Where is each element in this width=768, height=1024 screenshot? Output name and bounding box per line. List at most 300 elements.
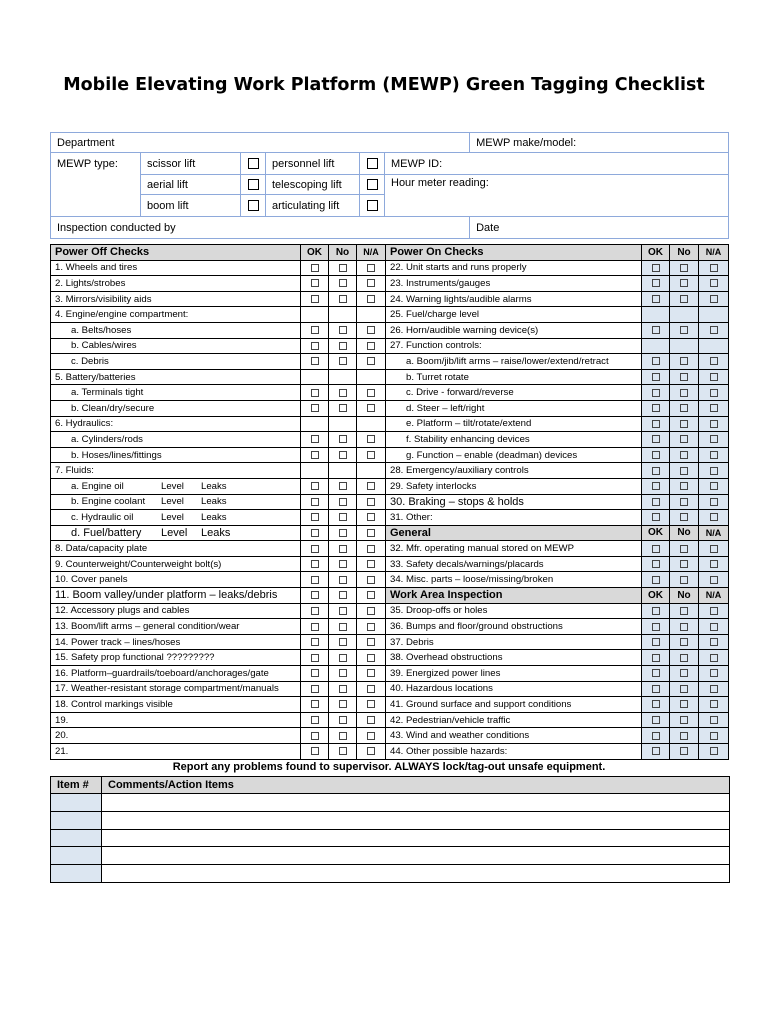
ok-checkbox[interactable]: [642, 541, 670, 557]
checkbox-icon: [339, 498, 347, 506]
check-item-label: 10. Cover panels: [55, 574, 128, 586]
check-item-left: [51, 463, 301, 479]
na-checkbox[interactable]: [357, 354, 386, 370]
ok-checkbox[interactable]: [301, 260, 329, 276]
comment-cell[interactable]: [102, 847, 730, 865]
checkbox-icon: [339, 451, 347, 459]
checkbox-icon: [367, 326, 375, 334]
ok-checkbox[interactable]: [301, 291, 329, 307]
no-checkbox[interactable]: [329, 666, 357, 682]
item-number-cell[interactable]: [51, 811, 102, 829]
checkbox-icon: [311, 700, 319, 708]
ok-checkbox[interactable]: [642, 712, 670, 728]
check-item-label: 13. Boom/lift arms – general condition/wear: [55, 621, 240, 633]
department-label: Department: [57, 136, 115, 149]
checkbox-icon: [710, 545, 718, 553]
ok-checkbox[interactable]: [301, 572, 329, 588]
no-checkbox: [329, 369, 357, 385]
ok-checkbox[interactable]: [301, 681, 329, 697]
table-row: [51, 510, 729, 526]
ok-checkbox[interactable]: [642, 291, 670, 307]
table-row: [51, 400, 729, 416]
checkbox-icon: [652, 607, 660, 615]
na-checkbox[interactable]: [357, 510, 386, 526]
ok-checkbox[interactable]: [642, 744, 670, 760]
na-checkbox[interactable]: [699, 728, 729, 744]
comment-cell[interactable]: [102, 811, 730, 829]
check-item-right: 32. Mfr. operating manual stored on MEWP: [386, 541, 642, 557]
na-checkbox[interactable]: [357, 432, 386, 448]
checkbox-icon: [311, 638, 319, 646]
item-number-cell[interactable]: [51, 847, 102, 865]
ok-checkbox[interactable]: [642, 634, 670, 650]
na-checkbox[interactable]: [357, 276, 386, 292]
hour-meter-label: Hour meter reading:: [391, 177, 489, 189]
no-checkbox[interactable]: [670, 556, 699, 572]
checkbox-icon: [367, 264, 375, 272]
checkbox-icon: [680, 576, 688, 584]
ok-checkbox: [642, 338, 670, 354]
ok-checkbox[interactable]: [301, 478, 329, 494]
ok-checkbox[interactable]: [301, 400, 329, 416]
na-checkbox[interactable]: [357, 666, 386, 682]
check-item-label: 14. Power track – lines/hoses: [55, 636, 181, 648]
ok-checkbox: [301, 463, 329, 479]
check-item-right: 35. Droop-offs or holes: [386, 603, 642, 619]
ok-checkbox[interactable]: [301, 447, 329, 463]
ok-checkbox[interactable]: [642, 478, 670, 494]
no-checkbox[interactable]: [329, 338, 357, 354]
no-checkbox[interactable]: [329, 478, 357, 494]
mewp-id-label: MEWP ID:: [391, 157, 443, 170]
make-model-field[interactable]: [470, 133, 729, 153]
checkbox-icon: [652, 326, 660, 334]
checkbox-icon: [710, 357, 718, 365]
ok-checkbox[interactable]: [642, 728, 670, 744]
na-checkbox[interactable]: [699, 354, 729, 370]
ok-checkbox[interactable]: [642, 556, 670, 572]
ok-checkbox[interactable]: [301, 666, 329, 682]
table-row: [51, 494, 729, 510]
ok-checkbox[interactable]: [301, 385, 329, 401]
no-checkbox[interactable]: [329, 291, 357, 307]
ok-checkbox[interactable]: [642, 619, 670, 635]
comment-cell[interactable]: [102, 829, 730, 847]
ok-checkbox[interactable]: [642, 463, 670, 479]
na-checkbox[interactable]: [357, 556, 386, 572]
check-item-label: 6. Hydraulics:: [55, 418, 114, 430]
aerial-lift-checkbox[interactable]: [241, 175, 266, 195]
checkbox-icon: [339, 747, 347, 755]
na-checkbox[interactable]: [699, 291, 729, 307]
check-item-left: [51, 260, 301, 276]
check-item-label: 16. Platform–guardrails/toeboard/anchorages/gate: [55, 667, 269, 679]
no-checkbox[interactable]: [329, 447, 357, 463]
check-item-left: [51, 541, 301, 557]
type-articulating-lift: articulating lift: [266, 195, 360, 217]
check-item-left: [51, 681, 301, 697]
checkbox-icon: [710, 638, 718, 646]
telescoping-lift-checkbox[interactable]: [360, 175, 385, 195]
checkbox-icon: [339, 560, 347, 568]
no-checkbox[interactable]: [670, 354, 699, 370]
check-item-right: e. Platform – tilt/rotate/extend: [386, 416, 642, 432]
level-label: Level: [161, 526, 188, 539]
checkbox-icon: [710, 373, 718, 381]
na-checkbox[interactable]: [357, 478, 386, 494]
no-checkbox[interactable]: [329, 276, 357, 292]
checkbox-icon: [367, 654, 375, 662]
no-checkbox[interactable]: [329, 744, 357, 760]
na-checkbox[interactable]: [699, 619, 729, 635]
na-checkbox[interactable]: [699, 416, 729, 432]
no-checkbox[interactable]: [670, 510, 699, 526]
na-checkbox[interactable]: [699, 541, 729, 557]
na-checkbox[interactable]: [357, 603, 386, 619]
checkbox-icon: [367, 732, 375, 740]
na-checkbox[interactable]: [357, 322, 386, 338]
na-checkbox[interactable]: [357, 712, 386, 728]
na-checkbox[interactable]: [699, 603, 729, 619]
checkbox-icon: [339, 342, 347, 350]
ok-checkbox[interactable]: [642, 260, 670, 276]
check-item-left: [51, 322, 301, 338]
check-item-right: a. Boom/jib/lift arms – raise/lower/extend/retract: [386, 354, 642, 370]
no-checkbox[interactable]: [670, 463, 699, 479]
checkbox-icon: [680, 513, 688, 521]
no-checkbox[interactable]: [670, 276, 699, 292]
ok-checkbox[interactable]: [301, 432, 329, 448]
na-checkbox[interactable]: [357, 541, 386, 557]
check-item-left: [51, 603, 301, 619]
na-checkbox[interactable]: [699, 572, 729, 588]
checkbox-icon: [339, 295, 347, 303]
ok-checkbox[interactable]: [642, 322, 670, 338]
ok-checkbox[interactable]: [642, 385, 670, 401]
na-checkbox[interactable]: [357, 681, 386, 697]
no-checkbox[interactable]: [670, 291, 699, 307]
item-number-cell[interactable]: [51, 829, 102, 847]
articulating-lift-checkbox[interactable]: [360, 195, 385, 217]
no-checkbox[interactable]: [670, 541, 699, 557]
check-item-left: [51, 478, 301, 494]
na-checkbox[interactable]: [699, 369, 729, 385]
comment-cell[interactable]: [102, 865, 730, 883]
checkbox-icon: [367, 560, 375, 568]
checkbox-icon: [367, 404, 375, 412]
ok-checkbox[interactable]: [301, 744, 329, 760]
no-checkbox[interactable]: [670, 494, 699, 510]
checkbox-icon: [680, 545, 688, 553]
check-item-label: 4. Engine/engine compartment:: [55, 309, 189, 321]
ok-checkbox[interactable]: [301, 634, 329, 650]
checkbox-icon: [339, 513, 347, 521]
na-checkbox[interactable]: [357, 291, 386, 307]
ok-checkbox[interactable]: [301, 712, 329, 728]
check-item-left: [51, 307, 301, 323]
check-item-left: [51, 400, 301, 416]
na-checkbox[interactable]: [699, 650, 729, 666]
no-checkbox[interactable]: [329, 572, 357, 588]
no-checkbox[interactable]: [670, 728, 699, 744]
ok-checkbox[interactable]: [301, 494, 329, 510]
checkbox-icon: [680, 451, 688, 459]
table-row: [51, 463, 729, 479]
check-item-right: 34. Misc. parts – loose/missing/broken: [386, 572, 642, 588]
no-checkbox: [329, 416, 357, 432]
no-checkbox[interactable]: [670, 634, 699, 650]
no-checkbox[interactable]: [329, 728, 357, 744]
checkbox-icon: [680, 404, 688, 412]
ok-checkbox[interactable]: [301, 697, 329, 713]
na-checkbox[interactable]: [699, 634, 729, 650]
ok-checkbox[interactable]: [642, 369, 670, 385]
ok-checkbox[interactable]: [301, 588, 329, 604]
na-checkbox[interactable]: [699, 681, 729, 697]
na-checkbox[interactable]: [699, 494, 729, 510]
na-checkbox[interactable]: [699, 276, 729, 292]
ok-checkbox[interactable]: [642, 447, 670, 463]
na-checkbox[interactable]: [357, 447, 386, 463]
no-checkbox[interactable]: [329, 556, 357, 572]
check-item-right: 26. Horn/audible warning device(s): [386, 322, 642, 338]
na-checkbox[interactable]: [699, 447, 729, 463]
check-item-right: 39. Energized power lines: [386, 666, 642, 682]
no-checkbox[interactable]: [670, 712, 699, 728]
level-label: Level: [161, 511, 184, 523]
no-checkbox[interactable]: [329, 588, 357, 604]
item-number-cell[interactable]: [51, 865, 102, 883]
level-label: Level: [161, 496, 184, 508]
checkbox-icon: [367, 638, 375, 646]
no-checkbox[interactable]: [329, 697, 357, 713]
check-item-right: 29. Safety interlocks: [386, 478, 642, 494]
no-checkbox[interactable]: [670, 447, 699, 463]
date-field[interactable]: [470, 217, 729, 239]
na-checkbox[interactable]: [357, 619, 386, 635]
na-checkbox[interactable]: [357, 572, 386, 588]
checkbox-icon: [311, 716, 319, 724]
department-field[interactable]: [51, 133, 470, 153]
no-checkbox[interactable]: [670, 697, 699, 713]
na-checkbox[interactable]: [357, 260, 386, 276]
na-checkbox[interactable]: [357, 385, 386, 401]
ok-checkbox[interactable]: [642, 400, 670, 416]
checkbox-icon: [652, 467, 660, 475]
checkbox-icon: [339, 716, 347, 724]
ok-checkbox[interactable]: [301, 603, 329, 619]
ok-checkbox[interactable]: [301, 354, 329, 370]
no-checkbox[interactable]: [329, 400, 357, 416]
na-checkbox[interactable]: [699, 478, 729, 494]
checkbox-icon: [311, 669, 319, 677]
ok-checkbox[interactable]: [642, 697, 670, 713]
no-checkbox[interactable]: [670, 681, 699, 697]
no-checkbox[interactable]: [670, 385, 699, 401]
table-row: [51, 728, 729, 744]
checkbox-icon: [339, 529, 347, 537]
ok-checkbox[interactable]: [301, 556, 329, 572]
ok-checkbox[interactable]: [642, 416, 670, 432]
no-checkbox[interactable]: [329, 525, 357, 541]
no-col-header: No: [670, 245, 699, 261]
checkbox-icon: [339, 357, 347, 365]
comment-row: [51, 811, 730, 829]
no-checkbox[interactable]: [329, 681, 357, 697]
ok-checkbox[interactable]: [301, 619, 329, 635]
no-checkbox[interactable]: [670, 432, 699, 448]
check-item-right: 43. Wind and weather conditions: [386, 728, 642, 744]
na-checkbox[interactable]: [699, 697, 729, 713]
check-item-right: 28. Emergency/auxiliary controls: [386, 463, 642, 479]
na-checkbox[interactable]: [699, 322, 729, 338]
check-item-right: 22. Unit starts and runs properly: [386, 260, 642, 276]
comments-table: [50, 776, 730, 883]
table-row: [51, 525, 729, 541]
checkbox-icon: [710, 576, 718, 584]
ok-checkbox[interactable]: [301, 541, 329, 557]
ok-checkbox[interactable]: [642, 432, 670, 448]
checkbox-icon: [652, 545, 660, 553]
checkbox-icon: [710, 435, 718, 443]
scissor-lift-checkbox[interactable]: [241, 153, 266, 175]
ok-checkbox[interactable]: [301, 276, 329, 292]
no-checkbox[interactable]: [670, 478, 699, 494]
checkbox-icon: [339, 669, 347, 677]
na-checkbox[interactable]: [699, 510, 729, 526]
no-checkbox[interactable]: [670, 744, 699, 760]
ok-checkbox[interactable]: [301, 510, 329, 526]
checkbox-icon: [339, 732, 347, 740]
check-item-label: 1. Wheels and tires: [55, 262, 138, 274]
na-checkbox[interactable]: [357, 400, 386, 416]
na-checkbox[interactable]: [357, 697, 386, 713]
na-checkbox[interactable]: [699, 666, 729, 682]
hour-meter-field[interactable]: [385, 175, 729, 217]
na-checkbox[interactable]: [699, 385, 729, 401]
no-checkbox[interactable]: [670, 650, 699, 666]
ok-checkbox[interactable]: [642, 276, 670, 292]
na-checkbox[interactable]: [357, 588, 386, 604]
checkbox-icon: [680, 700, 688, 708]
checkbox-icon: [652, 685, 660, 693]
check-item-label: 5. Battery/batteries: [55, 371, 136, 383]
no-checkbox[interactable]: [329, 354, 357, 370]
personnel-lift-checkbox[interactable]: [360, 153, 385, 175]
table-row: [51, 416, 729, 432]
na-checkbox[interactable]: [699, 463, 729, 479]
type-telescoping-lift: telescoping lift: [266, 175, 360, 195]
mewp-id-field[interactable]: [385, 153, 729, 175]
no-checkbox[interactable]: [670, 619, 699, 635]
no-checkbox[interactable]: [670, 572, 699, 588]
no-checkbox[interactable]: [329, 619, 357, 635]
check-item-right: 31. Other:: [386, 510, 642, 526]
no-checkbox[interactable]: [329, 322, 357, 338]
na-checkbox[interactable]: [357, 338, 386, 354]
checkbox-icon: [339, 623, 347, 631]
boom-lift-checkbox[interactable]: [241, 195, 266, 217]
na-checkbox[interactable]: [357, 744, 386, 760]
check-item-label: a. Engine oil: [71, 480, 124, 492]
ok-checkbox[interactable]: [301, 650, 329, 666]
no-checkbox[interactable]: [329, 510, 357, 526]
ok-checkbox[interactable]: [301, 525, 329, 541]
na-checkbox[interactable]: [699, 712, 729, 728]
checkbox-icon: [367, 716, 375, 724]
check-item-left: [51, 650, 301, 666]
table-row: [51, 307, 729, 323]
ok-checkbox[interactable]: [642, 510, 670, 526]
checkbox-icon: [367, 685, 375, 693]
no-checkbox[interactable]: [329, 634, 357, 650]
na-checkbox[interactable]: [699, 556, 729, 572]
ok-checkbox[interactable]: [301, 338, 329, 354]
checkbox-icon: [367, 451, 375, 459]
leaks-label: Leaks: [201, 511, 227, 523]
na-checkbox[interactable]: [357, 525, 386, 541]
ok-checkbox[interactable]: [301, 728, 329, 744]
no-checkbox[interactable]: [329, 385, 357, 401]
checkbox-icon: [652, 279, 660, 287]
inspector-field[interactable]: [51, 217, 470, 239]
na-checkbox[interactable]: [357, 494, 386, 510]
no-checkbox[interactable]: [670, 260, 699, 276]
page-title: Mobile Elevating Work Platform (MEWP) Green Tagging Checklist: [63, 75, 705, 95]
ok-checkbox[interactable]: [642, 681, 670, 697]
checkbox-icon: [311, 482, 319, 490]
checkbox-icon: [652, 576, 660, 584]
check-item-left: [51, 338, 301, 354]
checkbox-icon: [311, 279, 319, 287]
no-checkbox[interactable]: [670, 322, 699, 338]
na-checkbox[interactable]: [357, 728, 386, 744]
no-checkbox[interactable]: [329, 494, 357, 510]
ok-checkbox[interactable]: [642, 650, 670, 666]
item-number-cell[interactable]: [51, 794, 102, 812]
no-checkbox[interactable]: [670, 603, 699, 619]
na-checkbox[interactable]: [357, 650, 386, 666]
no-checkbox[interactable]: [329, 541, 357, 557]
checkbox-icon: [311, 342, 319, 350]
na-checkbox[interactable]: [699, 260, 729, 276]
no-checkbox[interactable]: [329, 603, 357, 619]
no-checkbox[interactable]: [670, 416, 699, 432]
ok-checkbox[interactable]: [642, 603, 670, 619]
na-checkbox[interactable]: [699, 432, 729, 448]
na-checkbox[interactable]: [699, 744, 729, 760]
comment-cell[interactable]: [102, 794, 730, 812]
na-checkbox[interactable]: [699, 400, 729, 416]
no-checkbox[interactable]: [670, 369, 699, 385]
check-item-left: [51, 432, 301, 448]
na-checkbox[interactable]: [357, 634, 386, 650]
check-item-label: c. Debris: [71, 355, 109, 367]
no-checkbox[interactable]: [670, 666, 699, 682]
no-checkbox[interactable]: [329, 260, 357, 276]
no-checkbox[interactable]: [329, 712, 357, 728]
table-row: [51, 260, 729, 276]
ok-checkbox[interactable]: [642, 572, 670, 588]
ok-checkbox[interactable]: [301, 322, 329, 338]
checkbox-icon: [652, 373, 660, 381]
ok-checkbox[interactable]: [642, 666, 670, 682]
ok-checkbox[interactable]: [642, 494, 670, 510]
no-checkbox[interactable]: [329, 650, 357, 666]
no-checkbox[interactable]: [670, 400, 699, 416]
ok-checkbox[interactable]: [642, 354, 670, 370]
no-checkbox[interactable]: [329, 432, 357, 448]
